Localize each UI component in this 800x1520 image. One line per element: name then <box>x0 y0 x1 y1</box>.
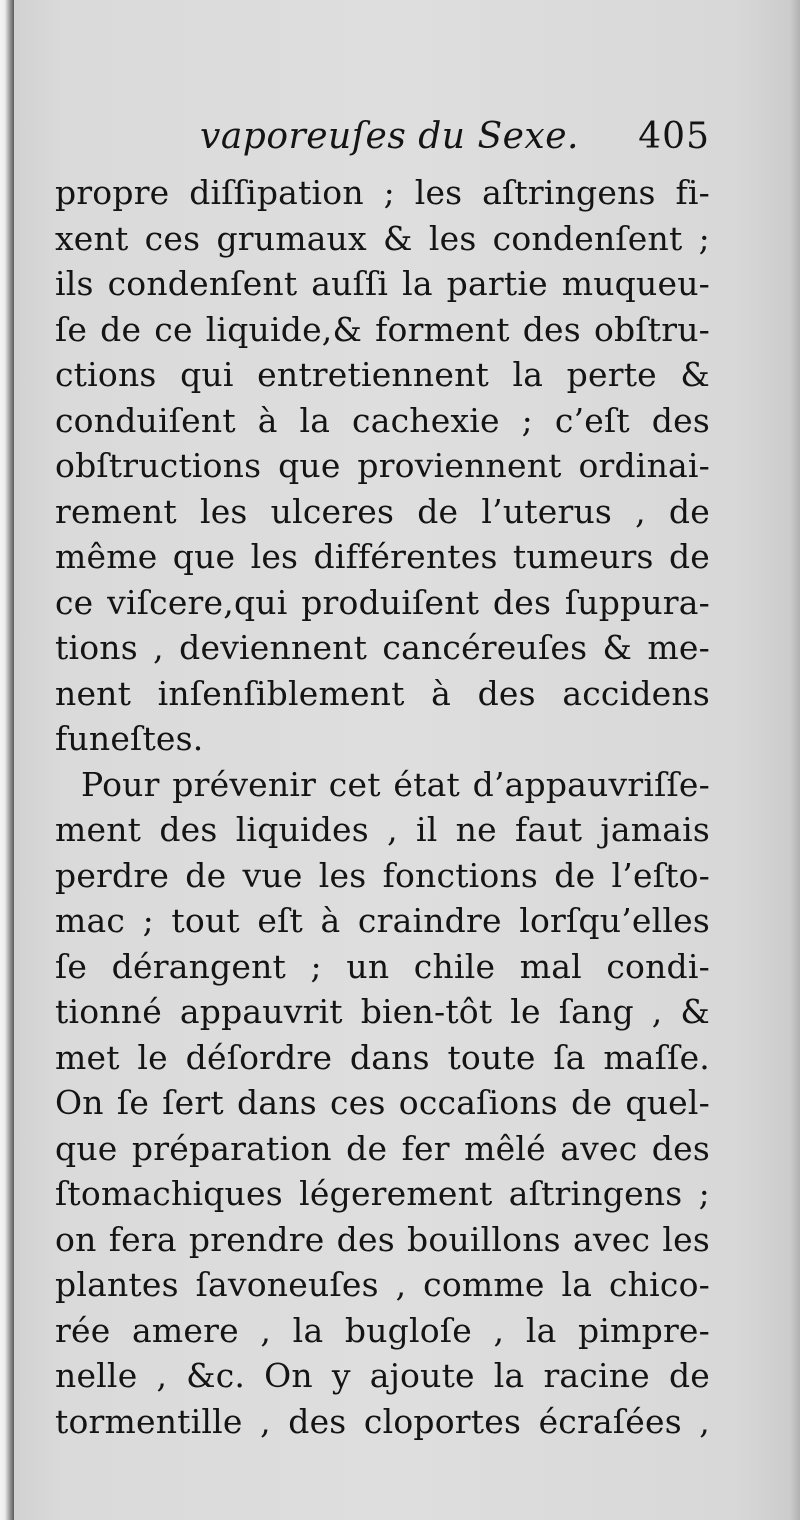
paragraph <box>55 170 710 762</box>
text-line: conduiſent à la cachexie ; c’eſt des <box>55 400 710 440</box>
text-line: ſe dérangent ; un chile mal condi- <box>55 946 710 986</box>
text-line: xent ces grumaux & les condenſent ; <box>55 218 710 258</box>
text-line: nelle , &c. On y ajoute la racine de <box>55 1356 710 1395</box>
text-line: rée amere , la bugloſe , la pimpre- <box>55 1310 710 1350</box>
text-line: plantes ſavoneuſes , comme la chico- <box>55 1265 710 1304</box>
body-text <box>55 170 710 1444</box>
text-line: propre diſſipation ; les aſtringens fi- <box>55 173 710 212</box>
text-line: tionné appauvrit bien-tôt le ſang , & <box>55 992 710 1031</box>
text-line: obſtructions que proviennent ordinai- <box>55 446 710 485</box>
text-line: ils condenſent auſſi la partie muqueu- <box>55 264 710 303</box>
text-line: que préparation de fer mêlé avec des <box>55 1128 710 1168</box>
page-gutter <box>0 0 14 1520</box>
text-line: rement les ulceres de l’uterus , de <box>55 491 710 531</box>
text-line: met le déſordre dans toute ſa maſſe. <box>55 1037 710 1077</box>
running-head: vaporeuſes du Sexe. <box>200 116 579 157</box>
page-number: 405 <box>638 116 710 157</box>
page-edge-shadow <box>790 0 800 1520</box>
text-line: Pour prévenir cet état d’appauvriſſe- <box>81 764 710 804</box>
text-line: tions , deviennent cancéreuſes & me- <box>55 628 710 667</box>
page-header <box>60 116 710 166</box>
text-line: ſtomachiques légerement aſtringens ; <box>55 1174 710 1213</box>
text-line: funeſtes. <box>55 719 204 758</box>
text-line: ce viſcere,qui produiſent des ſuppura- <box>55 582 710 622</box>
text-line: ment des liquides , il ne faut jamais <box>55 810 710 849</box>
text-line: mac ; tout eſt à craindre lorſqu’elles <box>55 901 710 940</box>
text-line: tormentille , des cloportes écraſées , <box>55 1401 710 1441</box>
text-line: ctions qui entretiennent la perte & <box>55 355 710 394</box>
text-line: ſe de ce liquide,& forment des obſtru- <box>55 309 710 349</box>
text-line: même que les différentes tumeurs de <box>55 537 710 576</box>
text-line: nent inſenſiblement à des accidens <box>55 673 710 713</box>
paragraph <box>55 762 710 1445</box>
text-line: perdre de vue les fonctions de l’eſto- <box>55 855 710 895</box>
text-line: on fera prendre des bouillons avec les <box>55 1219 710 1259</box>
text-line: On ſe ſert dans ces occaſions de quel- <box>55 1083 710 1122</box>
